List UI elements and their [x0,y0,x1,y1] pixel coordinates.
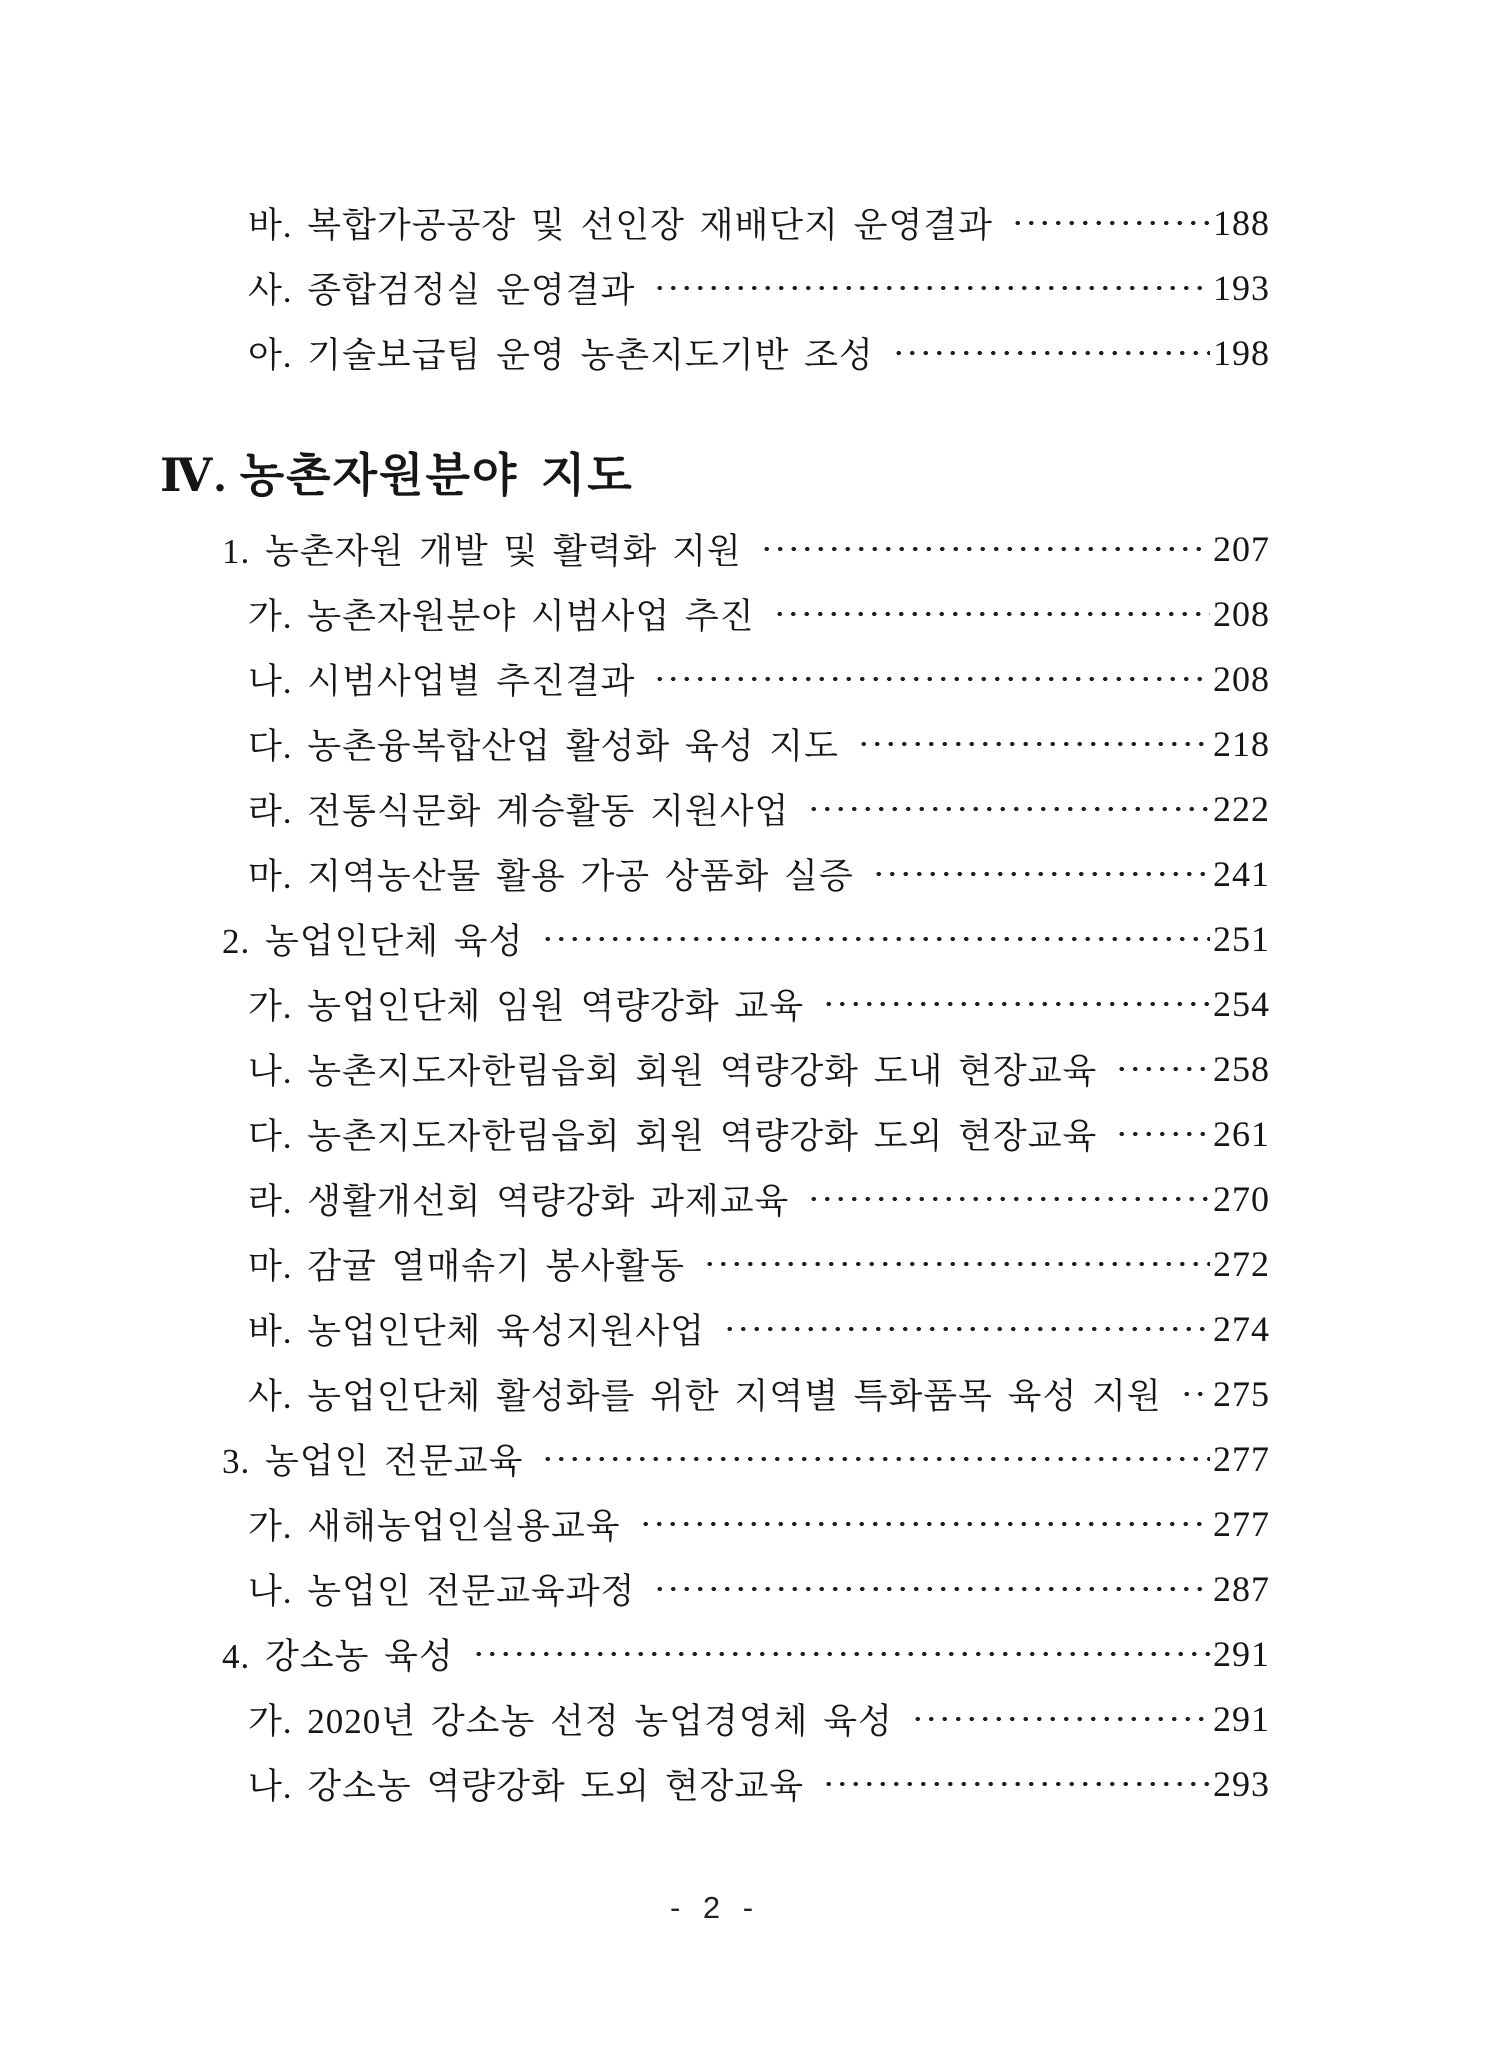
toc-entry-page-number: 193 [1213,267,1270,308]
toc-entry-page-number: 222 [1213,788,1270,829]
dot-leader [1115,1131,1210,1137]
footer-page-number: - 2 - [669,1890,761,1925]
dot-leader [760,546,1210,552]
dot-leader [472,1651,1210,1657]
toc-entry [160,320,1270,385]
toc-entry [160,255,1270,320]
toc-continuation-list [160,190,1270,385]
toc-entry-title: 4. 강소농 육성 [222,1636,454,1676]
toc-entry-title: 바. 농업인단체 육성지원사업 [248,1311,705,1351]
toc-entry-title: 마. 감귤 열매솎기 봉사활동 [248,1246,685,1286]
dot-leader [541,1456,1210,1462]
dot-leader [872,871,1210,877]
toc-entry-title: 마. 지역농산물 활용 가공 상품화 실증 [248,856,854,896]
toc-entry [160,1686,1270,1751]
toc-entry-title: 가. 농업인단체 임원 역량강화 교육 [248,986,805,1026]
toc-entry-title: 사. 농업인단체 활성화를 위한 지역별 특화품목 육성 지원 [248,1376,1162,1416]
dot-leader [822,1001,1210,1007]
toc-entry-title: 아. 기술보급팀 운영 농촌지도기반 조성 [248,335,874,375]
dot-leader [1115,1066,1210,1072]
toc-entry-page-number: 218 [1213,723,1270,764]
toc-entry-page-number: 270 [1213,1178,1270,1219]
toc-entry [160,1231,1270,1296]
section-header [160,447,1270,505]
toc-entry-page-number: 261 [1213,1113,1270,1154]
toc-entry-page-number: 188 [1213,202,1270,243]
dot-leader [892,350,1210,356]
toc-entry-page-number: 291 [1213,1698,1270,1739]
toc-entry-title: 나. 시범사업별 추진결과 [248,661,636,701]
dot-leader [1011,220,1210,226]
toc-entry [160,581,1270,646]
toc-entry-page-number: 198 [1213,332,1270,373]
dot-leader [911,1716,1210,1722]
dot-leader [653,1586,1210,1592]
toc-entry-page-number: 207 [1213,528,1270,569]
toc-entry [160,1491,1270,1556]
toc-entry-title: 가. 농촌자원분야 시범사업 추진 [248,596,755,636]
toc-entry-page-number: 272 [1213,1243,1270,1284]
toc-entry-page-number: 291 [1213,1633,1270,1674]
toc-entry [160,1166,1270,1231]
toc-entry-title: 라. 생활개선회 역량강화 과제교육 [248,1181,790,1221]
toc-entry [160,711,1270,776]
dot-leader [639,1521,1210,1527]
toc-entry-title: 가. 2020년 강소농 선정 농업경영체 육성 [248,1701,893,1741]
dot-leader [653,285,1210,291]
toc-entry [160,1621,1270,1686]
toc-entry-page-number: 258 [1213,1048,1270,1089]
toc-entry-page-number: 287 [1213,1568,1270,1609]
toc-entry [160,776,1270,841]
toc-entry-title: 나. 농촌지도자한림읍회 회원 역량강화 도내 현장교육 [248,1051,1098,1091]
toc-entry-title: 2. 농업인단체 육성 [222,921,524,961]
dot-leader [541,936,1210,942]
toc-entry-title: 사. 종합검정실 운영결과 [248,270,636,310]
toc-entry-page-number: 254 [1213,983,1270,1024]
toc-entry-title: 나. 강소농 역량강화 도외 현장교육 [248,1766,805,1806]
toc-entry-title: 다. 농촌융복합산업 활성화 육성 지도 [248,726,839,766]
toc-entry [160,646,1270,711]
toc-entry-title: 1. 농촌자원 개발 및 활력화 지원 [222,531,742,571]
dot-leader [857,741,1210,747]
toc-entry-title: 다. 농촌지도자한림읍회 회원 역량강화 도외 현장교육 [248,1116,1098,1156]
toc-entry [160,906,1270,971]
toc-entry-page-number: 241 [1213,853,1270,894]
toc-entry-page-number: 274 [1213,1308,1270,1349]
toc-entry [160,1361,1270,1426]
toc-entry-page-number: 275 [1213,1373,1270,1414]
toc-entry [160,1296,1270,1361]
toc-entry-title: 가. 새해농업인실용교육 [248,1506,621,1546]
toc-entry-page-number: 208 [1213,658,1270,699]
dot-leader [807,806,1210,812]
toc-entry-page-number: 208 [1213,593,1270,634]
page-footer [160,1890,1270,1926]
toc-entry-page-number: 277 [1213,1503,1270,1544]
toc-entry [160,1101,1270,1166]
toc-entry [160,1036,1270,1101]
dot-leader [1180,1391,1210,1397]
dot-leader [703,1261,1210,1267]
toc-entry [160,1751,1270,1816]
toc-entry-title: 3. 농업인 전문교육 [222,1441,524,1481]
toc-item-list [160,516,1270,1816]
toc-entry [160,1556,1270,1621]
toc-entry [160,516,1270,581]
toc-entry-page-number: 277 [1213,1438,1270,1479]
dot-leader [653,676,1210,682]
toc-entry-page-number: 251 [1213,918,1270,959]
toc-entry [160,190,1270,255]
toc-entry-title: 나. 농업인 전문교육과정 [248,1571,636,1611]
toc-entry-title: 바. 복합가공공장 및 선인장 재배단지 운영결과 [248,205,993,245]
dot-leader [822,1781,1210,1787]
section-title: 농촌자원분야 지도 [239,450,634,501]
toc-entry [160,971,1270,1036]
dot-leader [807,1196,1210,1202]
toc-entry [160,1426,1270,1491]
section-number: Ⅳ. [160,450,228,501]
dot-leader [723,1326,1210,1332]
toc-entry [160,841,1270,906]
dot-leader [773,611,1210,617]
toc-entry-page-number: 293 [1213,1763,1270,1804]
toc-entry-title: 라. 전통식문화 계승활동 지원사업 [248,791,790,831]
